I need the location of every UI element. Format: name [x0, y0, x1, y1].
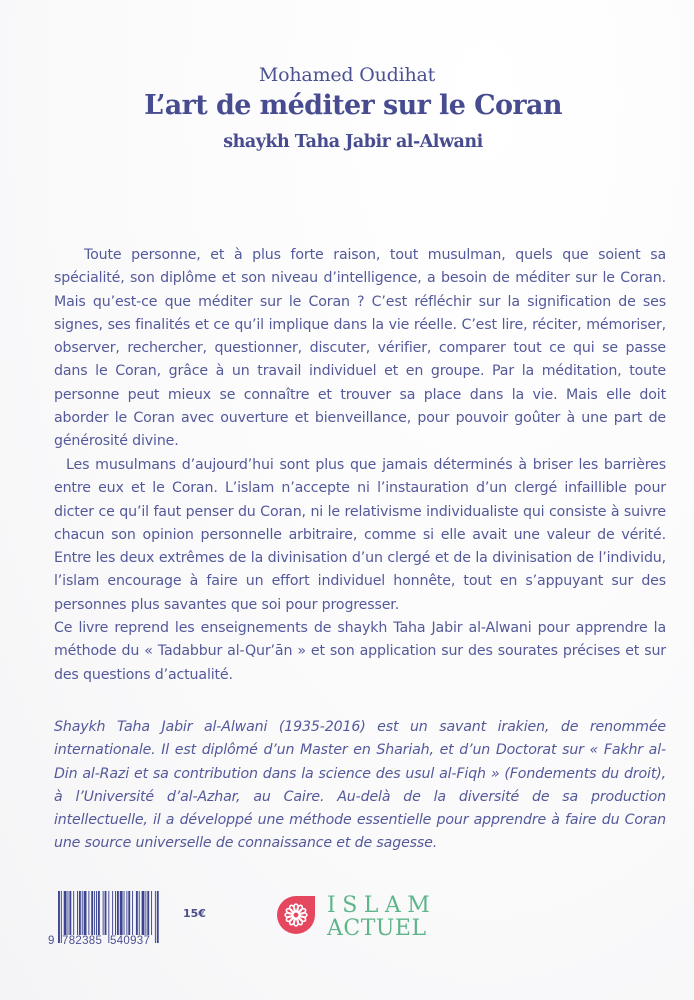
blurb-paragraph: Toute personne, et à plus forte raison, tout musulman, quels que soient sa spécialité, son diplôme et son niveau d’intelligence, a besoin de méditer sur le Coran. Mais qu’est-ce que méditer sur le Coran ? C’est réfléchir sur la signification de ses signes, ses finalités et ce qu’il implique dans la vie réelle. C’est lire, réciter, mémoriser, observer, rechercher, questionner, discuter, vérifier, comparer tout ce qui se passe dans le Coran, grâce à un travail individuel et en groupe. Par la méditation, toute personne peut mieux se connaître et trouver sa place dans la vie. Mais elle doit aborder le Coran avec ouverture et bienveillance, pour pouvoir goûter à une part de générosité divine. [54, 247, 666, 450]
barcode-bar [91, 891, 93, 935]
publisher-logo-line-2: ACTUEL [327, 916, 427, 941]
barcode-bar [84, 891, 87, 935]
rosette-drop-icon [275, 894, 317, 936]
barcode-bar [79, 891, 81, 935]
blurb-paragraph: Ce livre reprend les enseignements de shaykh Taha Jabir al-Alwani pour apprendre la méthode du « Tadabbur al-Qur’ān » et son application sur des sourates précises et sur des questions d’actualité. [54, 620, 666, 683]
barcode-bar [88, 891, 89, 935]
barcode-bar [151, 891, 152, 935]
barcode-first-digit: 9 [48, 935, 55, 947]
barcode-bar [136, 891, 138, 935]
price-label: 15€ [183, 907, 206, 920]
barcode-bar [124, 891, 125, 935]
barcode-bar [64, 891, 67, 935]
barcode-bar [126, 891, 127, 935]
barcode-bar [147, 891, 149, 935]
barcode-bar [142, 891, 145, 935]
barcode-bar [115, 891, 116, 935]
book-title: L’art de méditer sur le Coran [144, 90, 562, 121]
barcode-bar [73, 891, 74, 935]
barcode-bar [132, 891, 133, 935]
publisher-logo-line-1: ISLAM [327, 893, 437, 918]
barcode-bar [96, 891, 97, 935]
book-subtitle: shaykh Taha Jabir al-Alwani [223, 132, 483, 152]
barcode-bar [117, 891, 119, 935]
blurb-section-2 [54, 454, 666, 687]
barcode-group-1: 782385 [62, 935, 103, 947]
barcode-bar [155, 891, 156, 943]
blurb-paragraph: Les musulmans d’aujourd’hui sont plus que jamais déterminés à briser les barrières entre eux et le Coran. L’islam n’accepte ni l’instauration d’un clergé infaillible pour dicter ce qu’il faut penser du Coran, ni le relativisme individualiste qui consiste à suivre chacun son opinion personnelle arbitraire, comme si elle avait une valeur de vérité. Entre les deux extrêmes de la divinisation d’un clergé et de la divinisation de l’individu, l’islam encourage à faire un effort individuel honnête, tout en s’appuyant sur des personnes plus savantes que soi pour progresser. [54, 457, 666, 613]
logo-drop-shape [277, 896, 315, 934]
barcode-bar [105, 891, 107, 935]
author-bio [54, 716, 666, 856]
isbn-barcode [48, 891, 160, 951]
barcode-bar [157, 891, 159, 943]
barcode-bar [98, 891, 100, 935]
barcode-bar [94, 891, 95, 935]
barcode-bar [68, 891, 69, 935]
barcode-bar [103, 891, 104, 935]
barcode-bar [82, 891, 83, 935]
blurb-section-1 [54, 244, 666, 454]
author-name: Mohamed Oudihat [258, 64, 436, 86]
barcode-bar [145, 891, 146, 935]
barcode-bar [139, 891, 140, 935]
barcode-bar [58, 891, 60, 943]
barcode-bar [112, 891, 113, 935]
barcode-bar [69, 891, 71, 935]
barcode-bar [77, 891, 78, 935]
barcode-bar [128, 891, 130, 935]
barcode-group-2: 540937 [110, 935, 151, 947]
bio-paragraph: Shaykh Taha Jabir al-Alwani (1935-2016) est un savant irakien, de renommée internationale. Il est diplômé d’un Master en Shariah, et d’un Doctorat sur « Fakhr al-Din al-Razi et sa contribution dans la science des usul al-Fiqh » (Fondements du droit), à l’Université d’al-Azhar, au Caire. Au-delà de la diversité de sa production intellectuelle, il a développé une méthode essentielle pour apprendre à faire du Coran une source universelle de connaissance et de sagesse. [54, 719, 666, 852]
barcode-bar [120, 891, 123, 935]
